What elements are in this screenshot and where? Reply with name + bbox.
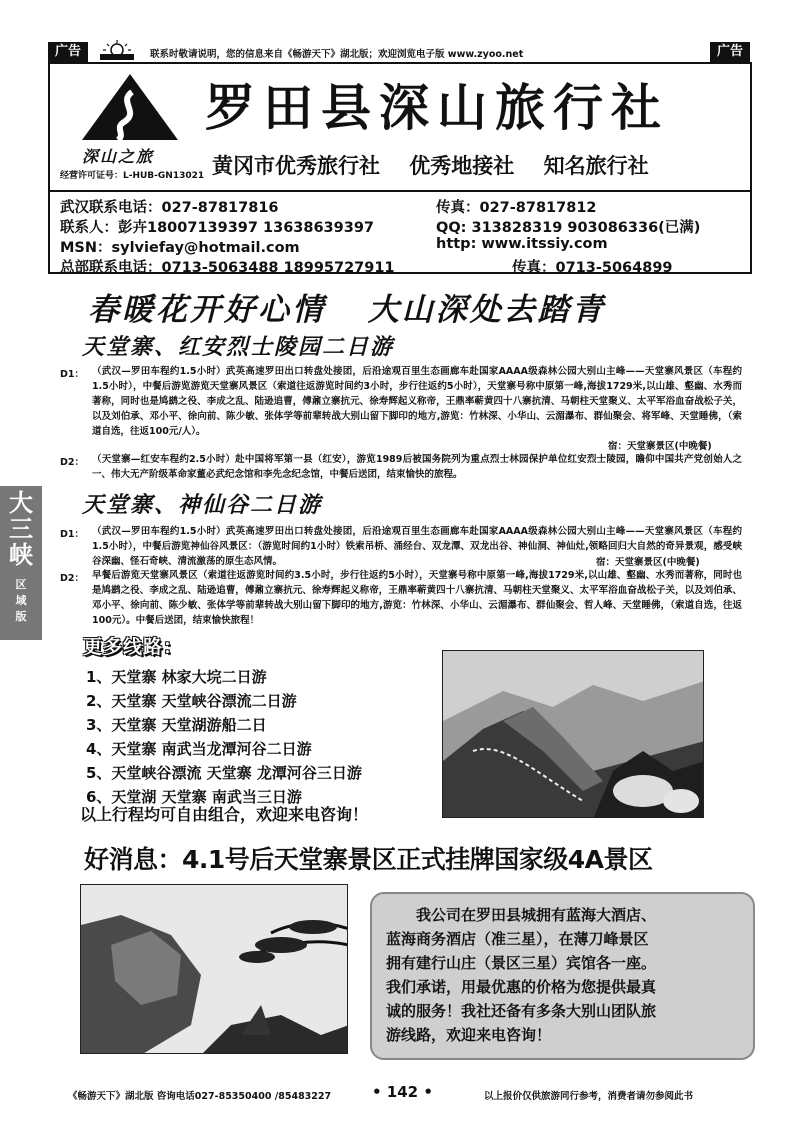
rock-pine-photo — [80, 884, 348, 1054]
magazine-logo-icon — [96, 40, 138, 62]
route-item: 5、天堂峡谷漂流 天堂寨 龙潭河谷三日游 — [86, 764, 362, 782]
side-tab-char: 三 — [9, 514, 33, 543]
side-tab-char: 大 — [9, 488, 33, 517]
fax: 传真：027-87817812 — [436, 200, 597, 216]
info-line: 诚的服务！我社还备有多条大别山团队旅 — [386, 1002, 657, 1020]
mountain-logo-icon — [78, 72, 182, 142]
side-tab-char: 峡 — [9, 540, 33, 569]
day-label: D2： — [60, 573, 84, 584]
stay-info: 宿：天堂寨景区(中晚餐) — [608, 441, 712, 452]
info-line: 蓝海商务酒店（准三星），在薄刀峰景区 — [386, 930, 649, 948]
day-itinerary: 早餐后游览天堂寨风景区（索道往返游览时间约3.5小时，步行往返约5小时），天堂寨号称中原第一峰,海拔1729米,以山雄、壑幽、水秀而著称，同时也是鸠鹚之役、李成之乱、陆逊追曹，傅鼐立寨抗元、徐寿辉起义称帝，王鼎率蕲黄四十八寨抗清、马朝柱天堂聚义、太平军浴血奋战松子关，以及刘伯承、邓小平、徐向前、陈少敏、张体学等前辈转战大别山留下脚印的地方,游览：竹林深、小华山、云湄瀑布、群仙聚会、哲人峰、天堂睡佛，（索道自选，往返100元）。中餐后送团，结束愉快旅程！ — [92, 570, 742, 626]
ad-label-right: 广告 — [710, 42, 750, 62]
more-routes-title: 更多线路： — [83, 636, 184, 658]
header-divider — [50, 190, 750, 192]
info-line: 拥有建行山庄（景区三星）宾馆各一座。 — [386, 954, 657, 972]
day-itinerary: （天堂寨—红安车程约2.5小时）赴中国将军第一县（红安），游览1989后被国务院列为重点烈士林园保护单位红安烈士陵园，瞻仰中国共产党创始人之一、伟大无产阶级革命家董必武纪念馆和李先念纪念馆，中餐后送团，结束愉快的旅程。 — [92, 454, 742, 480]
footer-disclaimer: 以上报价仅供旅游同行参考，消费者请勿参阅此书 — [484, 1091, 694, 1102]
day-itinerary: （武汉—罗田车程约1.5小时）武英高速罗田出口转盘处接团，后沿途观百里生态画廊车赴国家AAAA级森林公园大别山主峰——天堂寨风景区（车程约1.5小时），中餐后游览神仙谷风景区：（游览时间约1小时）铁索吊桥、涌经台、双龙潭、双龙出谷、神仙洞、神仙灶,领略回归大自然的奇异景观，感受峡谷深幽、怪石奇峡、清流激荡的原生态风情。 — [92, 526, 742, 567]
day-label: D1： — [60, 369, 84, 380]
route-item: 3、天堂寨 天堂湖游船二日 — [86, 716, 267, 734]
contact-person: 联系人：彭卉18007139397 13638639397 — [60, 220, 375, 236]
hq-fax: 传真：0713-5064899 — [512, 260, 673, 276]
qq-numbers: QQ: 313828319 903086336(已满) — [436, 220, 701, 236]
combo-note: 以上行程均可自由组合，欢迎来电咨询！ — [80, 805, 369, 824]
route-item: 4、天堂寨 南武当龙潭河谷二日游 — [86, 740, 312, 758]
info-line: 我们承诺，用最优惠的价格为您提供最真 — [386, 978, 657, 996]
hq-phone: 总部联系电话：0713-5063488 18995727911 — [60, 260, 395, 276]
stay-info: 宿：天堂寨景区(中晚餐) — [596, 557, 700, 568]
ad-label-left: 广告 — [48, 42, 88, 62]
footer-contact: 《畅游天下》湖北版 咨询电话027-85350400 /85483227 — [68, 1091, 332, 1102]
day-label: D2： — [60, 457, 84, 468]
wuhan-phone: 武汉联系电话：027-87817816 — [60, 200, 279, 216]
license-number: 经营许可证号：L-HUB-GN13021 — [60, 171, 205, 181]
good-news-banner: 好消息：4.1号后天堂寨景区正式挂牌国家级4A景区 — [84, 845, 653, 874]
route-item: 1、天堂寨 林家大垸二日游 — [86, 668, 267, 686]
route-item: 2、天堂寨 天堂峡谷漂流二日游 — [86, 692, 297, 710]
mountain-ridge-photo — [442, 650, 704, 818]
info-line: 我公司在罗田县城拥有蓝海大酒店、 — [416, 906, 657, 924]
route-item: 6、天堂湖 天堂寨 南武当三日游 — [86, 788, 302, 806]
logo-text: 深山之旅 — [82, 147, 155, 166]
side-tab-char: 域 — [15, 594, 27, 607]
side-tab-char: 区 — [15, 578, 27, 591]
msn: MSN：sylviefay@hotmail.com — [60, 240, 300, 256]
tour-title: 天堂寨、红安烈士陵园二日游 — [82, 334, 395, 360]
company-name: 罗田县深山旅行社 — [205, 78, 669, 137]
day-label: D1： — [60, 529, 84, 540]
side-tab-char: 版 — [15, 610, 27, 623]
top-notice: 联系时敬请说明，您的信息来自《畅游天下》湖北版；欢迎浏览电子版 www.zyoo.net — [150, 49, 524, 60]
page-number: • 142 • — [372, 1083, 433, 1101]
slogan: 春暖花开好心情 大山深处去踏青 — [88, 292, 606, 328]
info-line: 游线路，欢迎来电咨询！ — [386, 1026, 552, 1044]
day-itinerary: （武汉—罗田车程约1.5小时）武英高速罗田出口转盘处接团，后沿途观百里生态画廊车赴国家AAAA级森林公园大别山主峰——天堂寨风景区（车程约1.5小时），中餐后游览游览天堂寨风景区（索道往返游览时间约3小时，步行往返约5小时），天堂寨号称中原第一峰,海拔1729米,以山雄、壑幽、水秀而著称，同时也是鸠鹚之役、李成之乱、陆逊追曹，傅鼐立寨抗元、徐寿辉起义称帝，王鼎率蕲黄四十八寨抗清、马朝柱天堂聚义、太平军浴血奋战松子关，以及刘伯承、邓小平、徐向前、陈少敏、张体学等前辈转战大别山留下脚印的地方,游览：竹林深、小华山、云湄瀑布、群仙聚会、将军峰、天堂睡佛，（索道自选，往返100元/人）。 — [92, 366, 742, 437]
company-tags: 黄冈市优秀旅行社 优秀地接社 知名旅行社 — [212, 153, 649, 178]
tour-title: 天堂寨、神仙谷二日游 — [82, 492, 323, 518]
region-side-tab — [0, 486, 42, 640]
website: http: www.itssiy.com — [436, 236, 608, 252]
